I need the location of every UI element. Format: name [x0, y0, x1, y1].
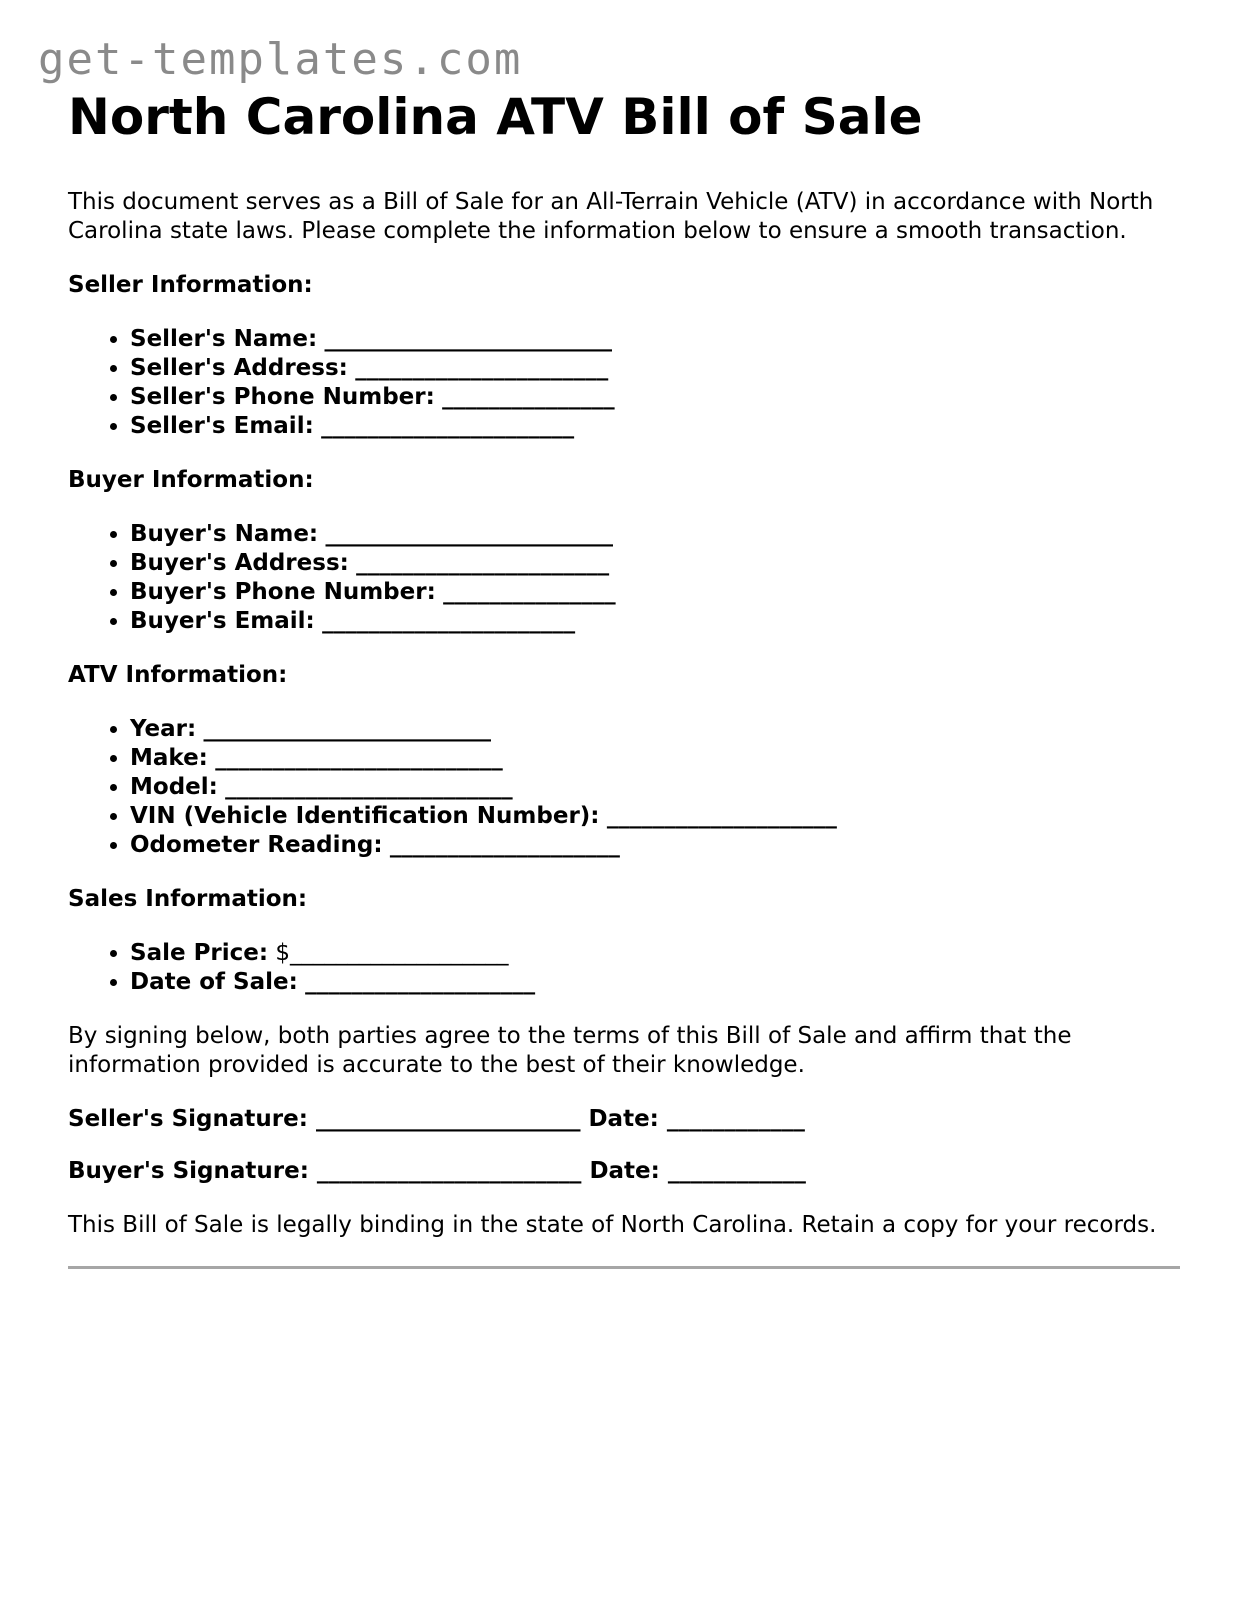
buyer-section-heading: Buyer Information: [68, 467, 314, 493]
signature-blank[interactable]: _______________________ [315, 1106, 581, 1132]
buyer-field-list [68, 520, 1180, 636]
sale-price-field[interactable] [130, 939, 1180, 968]
seller-field-list [68, 325, 1180, 441]
atv-model-field[interactable] [130, 773, 1180, 802]
seller-email-field[interactable] [130, 412, 1180, 441]
field-label: Buyer's Email: [130, 608, 315, 634]
field-label: Buyer's Name: [130, 521, 319, 547]
field-label: Year: [130, 716, 197, 742]
agreement-paragraph: By signing below, both parties agree to the terms of this Bill of Sale and affirm that the information provided is accurate to the best of their knowledge. [68, 1023, 1072, 1078]
atv-year-field[interactable] [130, 715, 1180, 744]
field-label: Buyer's Address: [130, 550, 349, 576]
currency-symbol: $ [275, 940, 291, 966]
field-blank[interactable]: ____________________ [305, 969, 536, 995]
date-label: Date: [588, 1106, 659, 1132]
field-label: Model: [130, 774, 218, 800]
date-blank[interactable]: ____________ [666, 1106, 805, 1132]
field-blank[interactable]: ______________________ [321, 413, 575, 439]
field-blank[interactable]: _________________________ [324, 326, 612, 352]
seller-address-field[interactable] [130, 354, 1180, 383]
field-blank[interactable]: ____________________ [389, 832, 620, 858]
field-blank[interactable]: ______________________ [355, 355, 609, 381]
field-blank[interactable]: _________________________ [203, 716, 492, 742]
date-blank[interactable]: ____________ [667, 1158, 806, 1184]
sales-section-heading: Sales Information: [68, 886, 308, 912]
sales-field-list [68, 939, 1180, 997]
page-title: North Carolina ATV Bill of Sale [68, 88, 923, 146]
closing-paragraph: This Bill of Sale is legally binding in the state of North Carolina. Retain a copy for your records. [68, 1212, 1157, 1238]
field-blank[interactable]: _________________________ [325, 521, 613, 547]
buyer-phone-field[interactable] [130, 578, 1180, 607]
atv-field-list [68, 715, 1180, 860]
field-label: VIN (Vehicle Identification Number): [130, 803, 600, 829]
field-label: Odometer Reading: [130, 832, 383, 858]
field-label: Buyer's Phone Number: [130, 579, 436, 605]
buyer-address-field[interactable] [130, 549, 1180, 578]
field-blank[interactable]: ___________________ [290, 940, 509, 966]
date-label: Date: [589, 1158, 660, 1184]
field-blank[interactable]: ______________________ [356, 550, 610, 576]
buyer-signature-line[interactable] [68, 1157, 1180, 1186]
seller-name-field[interactable] [130, 325, 1180, 354]
field-label: Seller's Email: [130, 413, 314, 439]
field-label: Make: [130, 745, 208, 771]
atv-odometer-field[interactable] [130, 831, 1180, 860]
field-blank[interactable]: ______________________ [322, 608, 576, 634]
field-blank[interactable]: _________________________ [215, 745, 503, 771]
horizontal-divider [68, 1266, 1180, 1269]
field-label: Date of Sale: [130, 969, 298, 995]
watermark: get-templates.com [38, 34, 523, 85]
atv-vin-field[interactable] [130, 802, 1180, 831]
intro-paragraph: This document serves as a Bill of Sale for an All-Terrain Vehicle (ATV) in accordance with North Carolina state laws. Please complete the information below to ensure a smooth transaction. [68, 189, 1154, 244]
field-blank[interactable]: _______________ [443, 579, 616, 605]
buyer-email-field[interactable] [130, 607, 1180, 636]
seller-phone-field[interactable] [130, 383, 1180, 412]
field-blank[interactable]: ____________________ [606, 803, 837, 829]
signature-label: Buyer's Signature: [68, 1158, 309, 1184]
seller-signature-line[interactable] [68, 1105, 1180, 1134]
field-blank[interactable]: _________________________ [225, 774, 513, 800]
field-blank[interactable]: _______________ [442, 384, 615, 410]
atv-section-heading: ATV Information: [68, 662, 288, 688]
document-body [68, 86, 1180, 1269]
atv-make-field[interactable] [130, 744, 1180, 773]
field-label: Seller's Name: [130, 326, 318, 352]
signature-blank[interactable]: _______________________ [316, 1158, 582, 1184]
sale-date-field[interactable] [130, 968, 1180, 997]
field-label: Seller's Address: [130, 355, 348, 381]
signature-label: Seller's Signature: [68, 1106, 308, 1132]
buyer-name-field[interactable] [130, 520, 1180, 549]
seller-section-heading: Seller Information: [68, 272, 313, 298]
field-label: Sale Price: [130, 940, 269, 966]
field-label: Seller's Phone Number: [130, 384, 435, 410]
